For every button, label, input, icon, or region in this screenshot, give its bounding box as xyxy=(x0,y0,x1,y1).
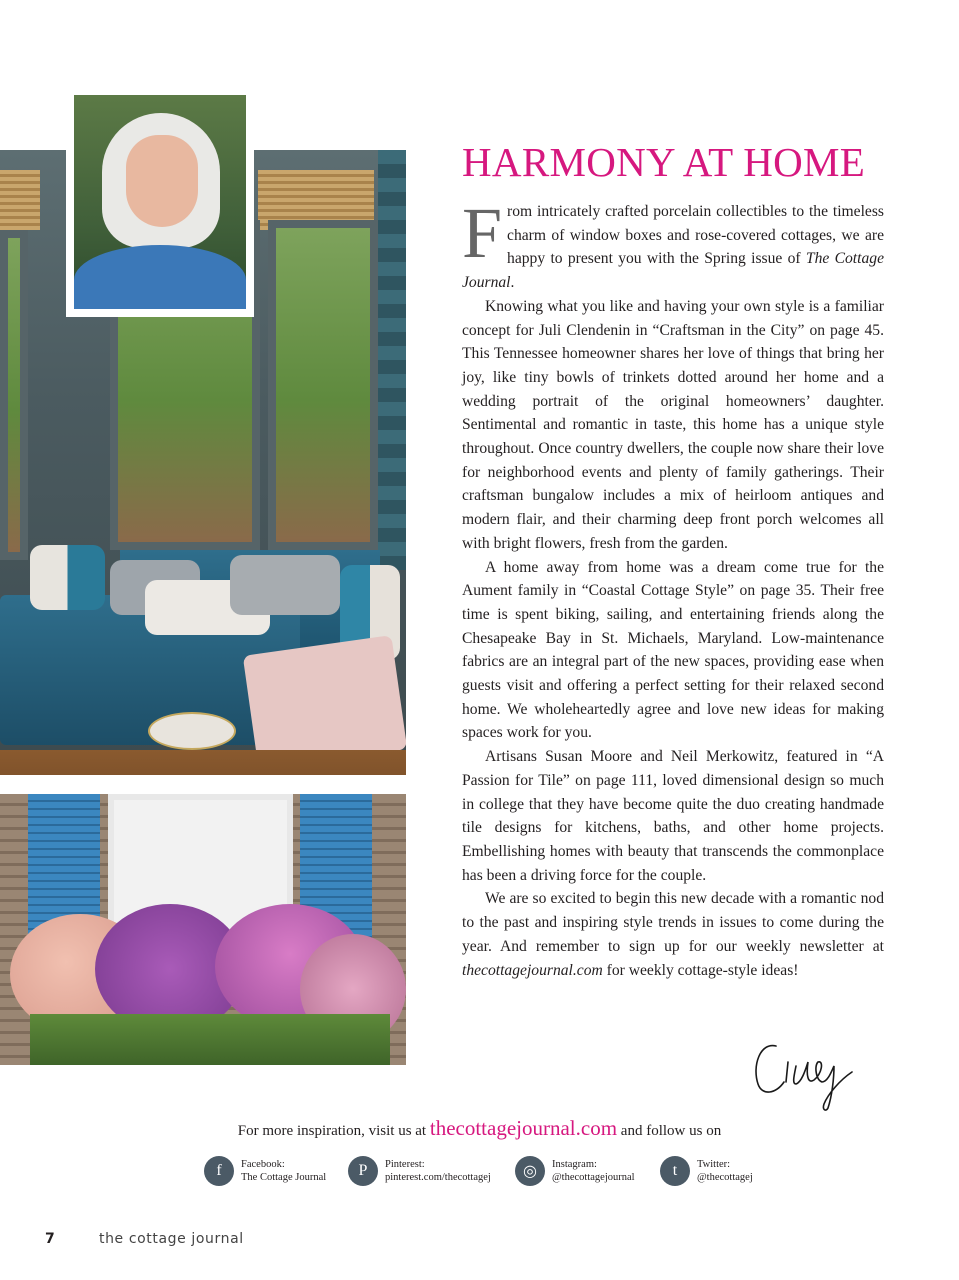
window-box-flowers-photo xyxy=(0,794,406,1065)
window xyxy=(0,230,28,560)
article-title: HARMONY AT HOME xyxy=(462,139,866,185)
social-facebook[interactable]: f Facebook: The Cottage Journal xyxy=(204,1154,326,1188)
paragraph: Knowing what you like and having your own style is a familiar concept for Juli Clendenin in “Craftsman in the City” on page 45. This Tennessee homeowner shares her love of things that bring her joy, like tiny bowls of trinkets dotted around her home and a wedding portrait of the original homeowners’ daughter. Sentimental and romantic in taste, this home has a unique style throughout. Once country dwellers, the couple now share their love for neighborhood events and plenty of family gatherings. Their craftsman bungalow includes a mix of heirloom antiques and modern flair, and their charming deep front porch welcomes all with bright flowers, fresh from the garden. xyxy=(462,297,884,552)
paragraph: We are so excited to begin this new decade with a romantic nod to the past and inspiring style trends in issues to come during the year. And remember to sign up for our weekly newsletter at thecottagejournal.com for weekly cottage-style ideas! xyxy=(462,890,884,979)
blue-top xyxy=(74,245,246,309)
website-link[interactable]: thecottagejournal.com xyxy=(429,1116,618,1140)
newsletter-link[interactable]: thecottagejournal.com xyxy=(462,961,603,979)
magazine-name: the cottage journal xyxy=(99,1231,244,1247)
follow-line: For more inspiration, visit us at thecottagejournal.com and follow us on xyxy=(237,1116,722,1140)
signature xyxy=(748,1032,858,1114)
magazine-title: The Cottage Journal xyxy=(462,250,884,292)
editor-headshot xyxy=(66,87,254,317)
wood-floor xyxy=(0,750,406,775)
pillow xyxy=(230,555,340,615)
drop-cap: F xyxy=(462,193,503,273)
pinterest-icon[interactable]: P xyxy=(348,1156,378,1186)
pillow xyxy=(30,545,105,610)
instagram-icon[interactable]: ◎ xyxy=(515,1156,545,1186)
face xyxy=(126,135,198,227)
facebook-icon[interactable]: f xyxy=(204,1156,234,1186)
window xyxy=(268,220,378,550)
wallpaper xyxy=(378,150,406,570)
paragraph: A home away from home was a dream come true for the Aument family in “Coastal Cottage Style” on page 35. Their free time is spent biking, sailing, and entertaining friends along the Chesapeake Bay in St. Michaels, Maryland. Low-maintenance fabrics are an integral part of the new spaces, providing ease when guests visit and offering a perfect setting for their relaxed second home. We wholeheartedly agree and love new ideas for making spaces work for you. xyxy=(462,558,884,742)
social-twitter[interactable]: t Twitter: @thecottagej xyxy=(660,1154,753,1188)
paragraph: From intricately crafted porcelain collectibles to the timeless charm of window boxes and rose-covered cottages, we are happy to present you with the Spring issue of The Cottage Journal. xyxy=(462,193,884,292)
twitter-icon[interactable]: t xyxy=(660,1156,690,1186)
article-body xyxy=(462,193,884,982)
social-pinterest[interactable]: P Pinterest: pinterest.com/thecottagej xyxy=(348,1154,491,1188)
social-instagram[interactable]: ◎ Instagram: @thecottagejournal xyxy=(515,1154,635,1188)
paragraph: Artisans Susan Moore and Neil Merkowitz, featured in “A Passion for Tile” on page 111, loved dimensional design so much in college that they have become quite the duo creating handmade tile designs for kitchens, baths, and other home projects. Embellishing homes with beauty that transcends the commonplace has been a driving force for the couple. xyxy=(462,748,884,884)
side-table xyxy=(148,712,236,750)
bamboo-shade xyxy=(0,170,40,230)
page-number: 7 xyxy=(45,1231,55,1247)
foliage xyxy=(30,1014,390,1065)
